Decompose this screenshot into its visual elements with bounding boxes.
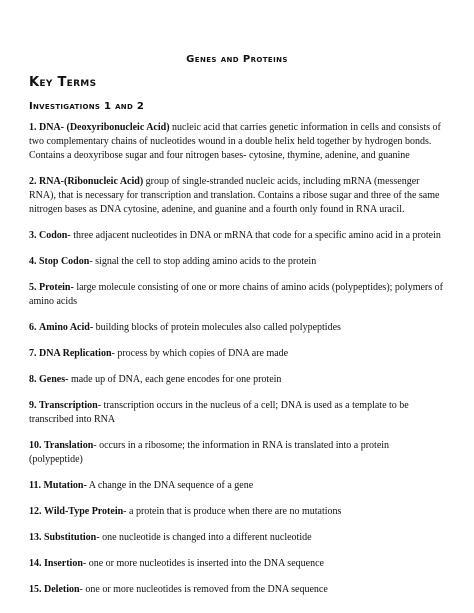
section-heading: Key Terms bbox=[29, 75, 97, 90]
term-definition: group of single-stranded nucleic acids, including mRNA (messenger RNA), that is necessary for transcription and translation. Contains a ribose sugar and three of the same nitrogen bases as DNA cytosine, adenine, and guanine and a fourth only found in RNA uracil. bbox=[29, 176, 440, 215]
term-number: 7. bbox=[29, 348, 37, 359]
term-definition: - process by which copies of DNA are made bbox=[111, 348, 289, 359]
term-item bbox=[29, 121, 445, 163]
term-name: Amino Acid- bbox=[39, 322, 94, 333]
term-item bbox=[29, 439, 445, 467]
term-definition: - one or more nucleotides is removed from the DNA sequence bbox=[79, 584, 328, 595]
term-number: 8. bbox=[29, 374, 37, 385]
term-number: 10. bbox=[29, 440, 42, 451]
term-number: 9. bbox=[29, 400, 37, 411]
term-item bbox=[29, 255, 445, 269]
term-definition: - a protein that is produce when there are no mutations bbox=[123, 506, 342, 517]
term-name: Substitution bbox=[44, 532, 97, 543]
subsection-heading: Investigations 1 and 2 bbox=[29, 101, 145, 112]
term-item bbox=[29, 583, 445, 597]
term-definition: three adjacent nucleotides in DNA or mRNA that code for a specific amino acid in a protein bbox=[70, 230, 441, 241]
term-name: Protein- bbox=[39, 282, 74, 293]
term-name: Wild-Type Protein bbox=[44, 506, 124, 517]
term-item bbox=[29, 229, 445, 243]
term-number: 14. bbox=[29, 558, 42, 569]
term-item bbox=[29, 557, 445, 571]
term-name: Transcription bbox=[39, 400, 98, 411]
term-definition: - occurs in a ribosome; the information in RNA is translated into a protein (polypeptide) bbox=[29, 440, 390, 465]
term-item bbox=[29, 175, 445, 217]
term-item bbox=[29, 347, 445, 361]
term-item bbox=[29, 373, 445, 387]
term-number: 4. bbox=[29, 256, 37, 267]
term-number: 15. bbox=[29, 584, 42, 595]
term-name: Mutation- bbox=[43, 480, 87, 491]
term-name: Genes- bbox=[39, 374, 69, 385]
term-item bbox=[29, 281, 445, 309]
term-number: 1. bbox=[29, 122, 37, 133]
term-definition: - transcription occurs in the nucleus of a cell; DNA is used as a template to be transcribed into RNA bbox=[29, 400, 409, 425]
term-item bbox=[29, 479, 445, 493]
term-name: DNA- (Deoxyribonucleic Acid) bbox=[39, 122, 170, 133]
term-name: Stop Codon bbox=[39, 256, 90, 267]
term-name: Codon- bbox=[39, 230, 71, 241]
term-name: Deletion bbox=[44, 584, 80, 595]
term-definition: - one nucleotide is changed into a different nucleotide bbox=[96, 532, 312, 543]
term-number: 13. bbox=[29, 532, 42, 543]
term-definition: made up of DNA, each gene encodes for one protein bbox=[68, 374, 282, 385]
term-name: Insertion bbox=[44, 558, 83, 569]
term-item bbox=[29, 531, 445, 545]
terms-list bbox=[29, 121, 445, 609]
term-name: Translation bbox=[44, 440, 94, 451]
term-definition: nucleic acid that carries genetic information in cells and consists of two complementary chains of nucleotides wound in a double helix held together by hydrogen bonds. Contains a deoxyribose sugar and four nitrogen bases- cytosine, thymine, adenine, and guanine bbox=[29, 122, 441, 161]
term-item bbox=[29, 505, 445, 519]
document-title: Genes and Proteins bbox=[186, 54, 288, 65]
term-name: DNA Replication bbox=[39, 348, 112, 359]
term-number: 6. bbox=[29, 322, 37, 333]
term-definition: building blocks of protein molecules also called polypeptides bbox=[93, 322, 341, 333]
term-item bbox=[29, 399, 445, 427]
term-number: 5. bbox=[29, 282, 37, 293]
term-number: 12. bbox=[29, 506, 42, 517]
term-number: 3. bbox=[29, 230, 37, 241]
term-definition: - signal the cell to stop adding amino acids to the protein bbox=[89, 256, 317, 267]
term-item bbox=[29, 321, 445, 335]
term-definition: - one or more nucleotides is inserted into the DNA sequence bbox=[82, 558, 324, 569]
term-number: 11. bbox=[29, 480, 41, 491]
term-number: 2. bbox=[29, 176, 37, 187]
term-definition: A change in the DNA sequence of a gene bbox=[86, 480, 254, 491]
term-name: RNA-(Ribonucleic Acid) bbox=[39, 176, 144, 187]
term-definition: large molecule consisting of one or more chains of amino acids (polypeptides); polymers of amino acids bbox=[29, 282, 443, 307]
